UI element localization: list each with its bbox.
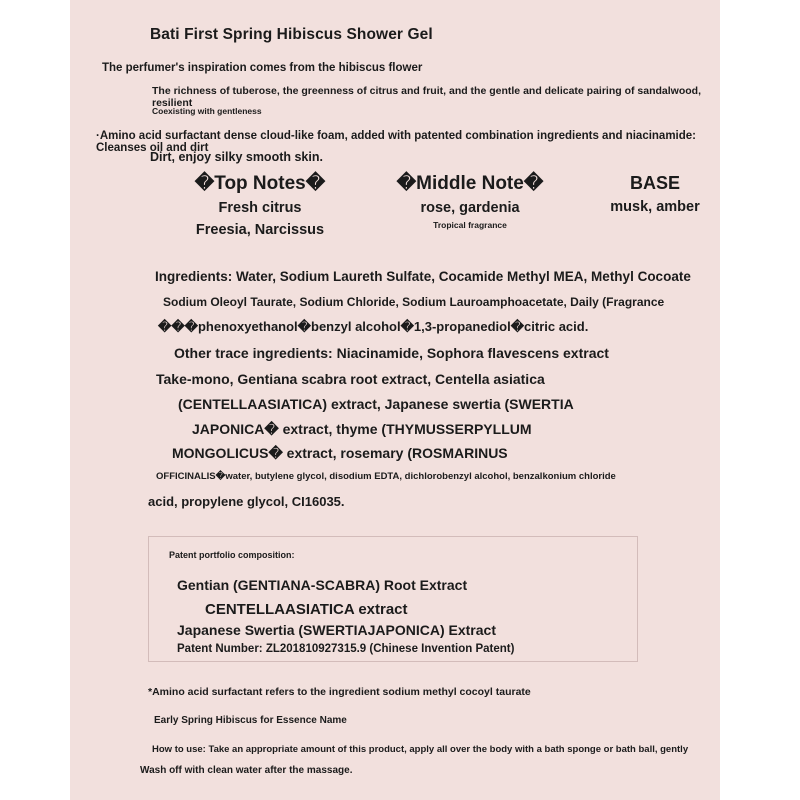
patent-ingredient-centella: CENTELLAASIATICA extract — [205, 601, 408, 618]
amino-acid-surfactant-line: ·Amino acid surfactant dense cloud-like foam, added with patented combination ingredients and niacinamide: Cleanses oil and dirt — [96, 130, 700, 154]
patent-portfolio-label: Patent portfolio composition: — [169, 550, 295, 560]
fragrance-note-base — [575, 172, 735, 217]
trace-ingredients-line-1: Other trace ingredients: Niacinamide, Sophora flavescens extract — [174, 345, 609, 361]
coexisting-line: Coexisting with gentleness — [152, 106, 262, 116]
patent-ingredient-swertia: Japanese Swertia (SWERTIAJAPONICA) Extract — [177, 622, 496, 638]
trace-ingredients-line-4: JAPONICA� extract, thyme (THYMUSSERPYLLUM — [192, 421, 532, 437]
patent-portfolio-box — [148, 536, 638, 662]
top-notes-heading: �Top Notes� — [194, 173, 326, 194]
page-title: Bati First Spring Hibiscus Shower Gel — [150, 26, 433, 43]
middle-note-line-1: rose, gardenia — [420, 199, 520, 216]
base-note-heading: BASE — [629, 173, 680, 193]
richness-description-line: The richness of tuberose, the greenness of citrus and fruit, and the gentle and delicate pairing of sandalwood, resilient — [152, 85, 704, 109]
middle-note-subtext: Tropical fragrance — [433, 220, 507, 231]
middle-note-heading: �Middle Note� — [396, 173, 544, 194]
how-to-use-line-2: Wash off with clean water after the massage. — [140, 765, 353, 776]
trace-ingredients-line-5: MONGOLICUS� extract, rosemary (ROSMARINUS — [172, 445, 508, 461]
footnote-amino-acid: *Amino acid surfactant refers to the ingredient sodium methyl cocoyl taurate — [148, 686, 531, 698]
trace-ingredients-line-3: (CENTELLAASIATICA) extract, Japanese swertia (SWERTIA — [178, 396, 574, 412]
patent-ingredient-gentian: Gentian (GENTIANA-SCABRA) Root Extract — [177, 577, 468, 593]
silky-smooth-skin-line: Dirt, enjoy silky smooth skin. — [150, 150, 323, 164]
how-to-use-line-1: How to use: Take an appropriate amount of this product, apply all over the body with a bath sponge or bath ball, gently — [152, 744, 689, 755]
product-info-panel — [70, 0, 720, 800]
trace-ingredients-line-7: acid, propylene glycol, CI16035. — [148, 494, 345, 509]
trace-ingredients-line-2: Take-mono, Gentiana scabra root extract, Centella asiatica — [156, 371, 545, 387]
ingredients-line-3: ���phenoxyethanol�benzyl alcohol�1,3-propanediol�citric acid. — [158, 319, 589, 334]
patent-number: Patent Number: ZL201810927315.9 (Chinese Invention Patent) — [177, 643, 515, 655]
ingredients-line-1: Ingredients: Water, Sodium Laureth Sulfate, Cocamide Methyl MEA, Methyl Cocoate — [155, 269, 691, 284]
trace-ingredients-line-6: OFFICINALIS�water, butylene glycol, disodium EDTA, dichlorobenzyl alcohol, benzalkonium chloride — [156, 471, 616, 482]
inspiration-line: The perfumer's inspiration comes from the hibiscus flower — [102, 62, 423, 74]
base-note-line-1: musk, amber — [610, 198, 700, 215]
top-notes-line-1: Fresh citrus — [218, 199, 302, 216]
fragrance-note-middle — [370, 172, 570, 230]
fragrance-note-top — [165, 172, 355, 241]
footnote-essence-name: Early Spring Hibiscus for Essence Name — [154, 715, 347, 726]
top-notes-line-2: Freesia, Narcissus — [195, 222, 325, 239]
ingredients-line-2: Sodium Oleoyl Taurate, Sodium Chloride, Sodium Lauroamphoacetate, Daily (Fragrance — [163, 295, 665, 309]
